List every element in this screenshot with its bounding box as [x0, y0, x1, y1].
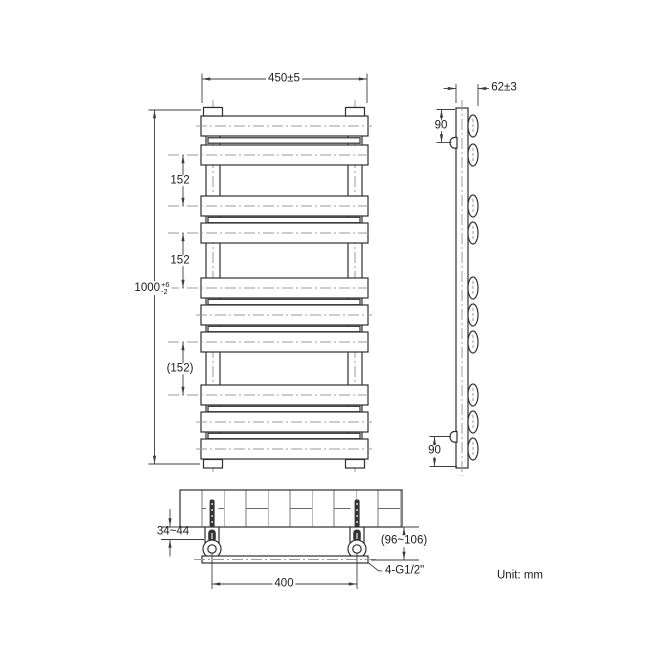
thread-leader-line — [368, 563, 382, 571]
dim-valve-spacing-label: 400 — [274, 577, 294, 590]
valve-connections — [203, 540, 366, 558]
dim-wall-distance-label: (96~106) — [380, 534, 428, 547]
dim-spacing-1-label: 152 — [170, 173, 190, 186]
unit-label: Unit: mm — [497, 569, 543, 582]
dim-bottom-offset-label: 90 — [428, 444, 441, 457]
dim-lines-depth — [444, 84, 490, 106]
dim-height-label — [132, 281, 171, 295]
dim-spacing-3-label: (152) — [166, 361, 194, 374]
side-view-drawing — [430, 84, 490, 476]
dim-height-value: 1000 — [134, 282, 161, 295]
dim-bracket-depth-label: 34~44 — [156, 524, 190, 537]
dim-top-offset-label: 90 — [434, 118, 448, 131]
bar-end-profiles — [468, 115, 478, 460]
front-view-drawing — [149, 74, 373, 476]
thread-connection-label: 4-G1/2" — [385, 564, 425, 577]
mounting-brackets — [205, 527, 364, 544]
dim-width-label: 450±5 — [268, 72, 300, 85]
dim-spacing-2-label: 152 — [170, 253, 190, 266]
dim-depth-label: 62±3 — [491, 81, 517, 94]
bottom-connection-tab — [450, 432, 457, 443]
dim-height-tolerance: +6 -2 — [161, 280, 170, 296]
